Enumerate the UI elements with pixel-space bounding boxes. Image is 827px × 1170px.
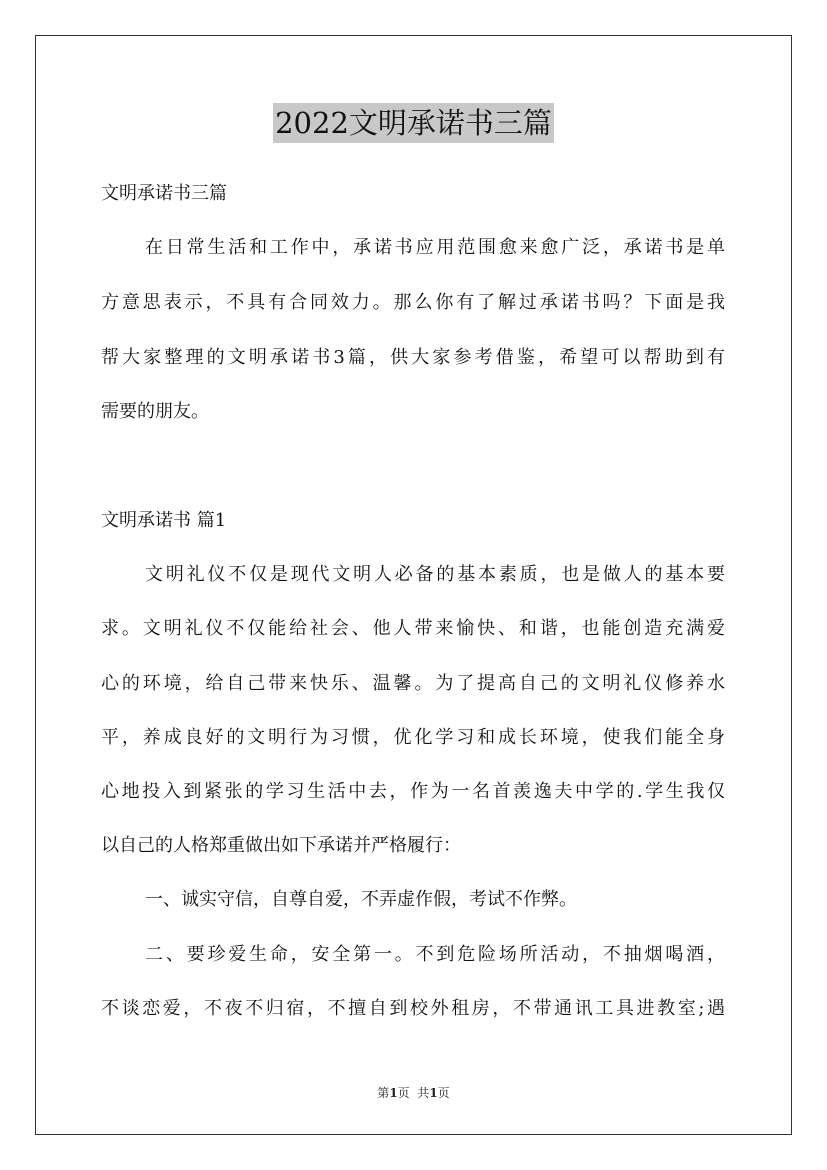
paragraph-line: 求。文明礼仪不仅能给社会、他人带来愉快、和谐，也能创造充满爱 [101,618,725,639]
section-heading: 文明承诺书三篇 [101,183,227,204]
footer-text: 页 共 [397,1086,430,1100]
footer-page-total: 1 [429,1086,438,1100]
paragraph-line: 心地投入到紧张的学习生活中去，作为一名首羡逸夫中学的.学生我仅 [101,781,725,802]
paragraph-line: 帮大家整理的文明承诺书3篇，供大家参考借鉴，希望可以帮助到有 [101,347,725,368]
paragraph-line: 二、要珍爱生命，安全第一。不到危险场所活动，不抽烟喝酒， [145,944,725,965]
paragraph-line: 方意思表示，不具有合同效力。那么你有了解过承诺书吗？下面是我 [101,292,725,313]
page-footer [0,1084,827,1101]
paragraph-line: 平，养成良好的文明行为习惯，优化学习和成长环境，使我们能全身 [101,727,725,748]
title-container [0,103,827,143]
document-title: 2022文明承诺书三篇 [273,103,554,143]
paragraph-line: 以自己的人格郑重做出如下承诺并严格履行： [101,835,461,856]
paragraph-line: 文明礼仪不仅是现代文明人必备的基本素质，也是做人的基本要 [145,564,725,585]
paragraph-line: 需要的朋友。 [101,401,209,422]
footer-text: 第 [377,1086,390,1100]
paragraph-line: 心的环境，给自己带来快乐、温馨。为了提高自己的文明礼仪修养水 [101,673,725,694]
paragraph-line: 在日常生活和工作中，承诺书应用范围愈来愈广泛，承诺书是单 [145,237,725,258]
paragraph-line: 一、诚实守信，自尊自爱，不弄虚作假，考试不作弊。 [145,889,577,910]
footer-page-number: 1 [389,1086,398,1100]
footer-text: 页 [437,1086,450,1100]
paragraph-line: 不谈恋爱，不夜不归宿，不擅自到校外租房，不带通讯工具进教室;遇 [101,998,725,1019]
section-heading: 文明承诺书 篇1 [101,510,227,531]
